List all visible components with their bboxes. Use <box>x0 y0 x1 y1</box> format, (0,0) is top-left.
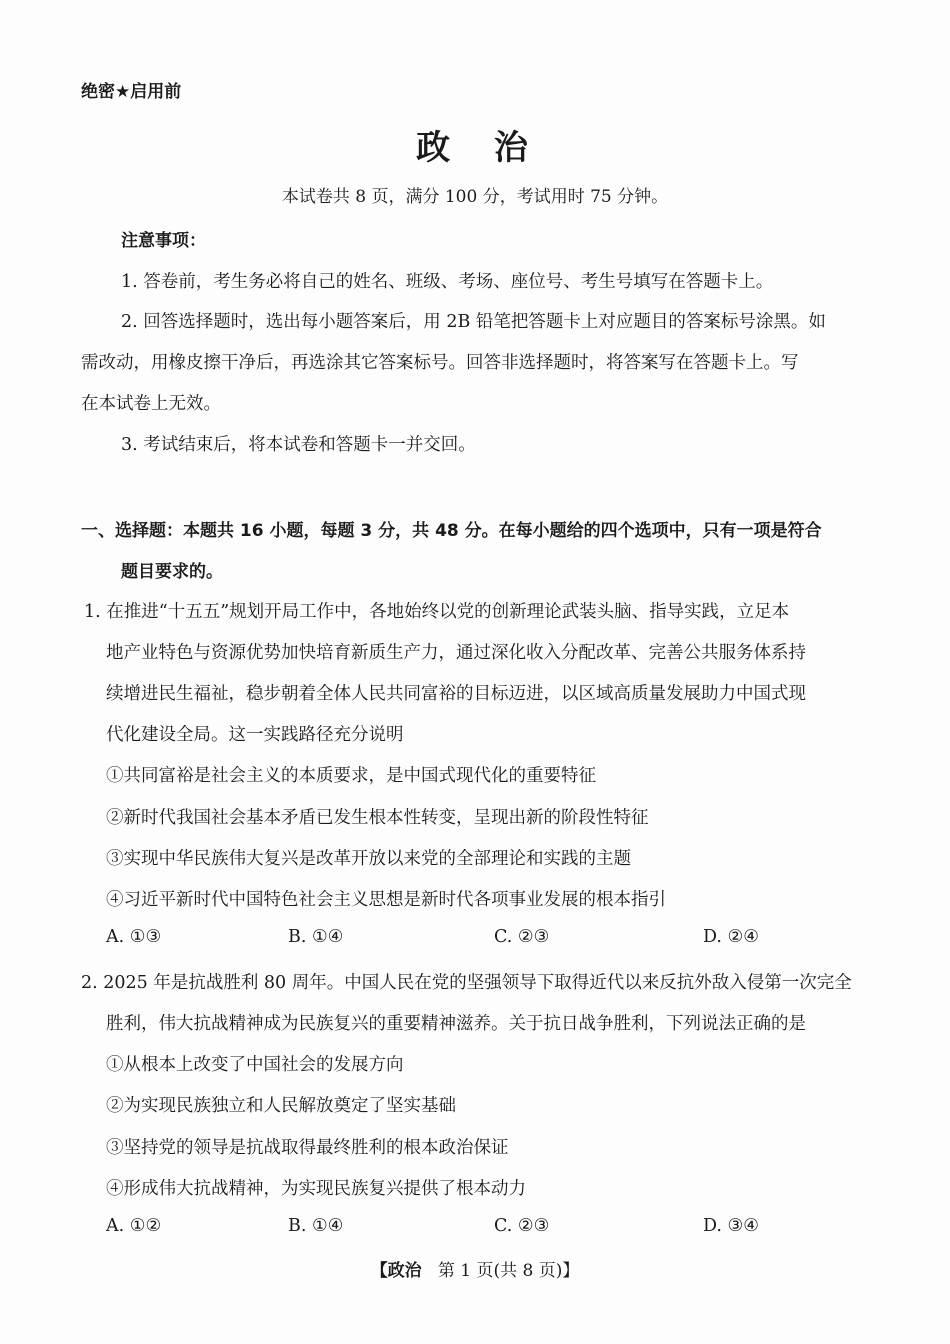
option-d: D. ②④ <box>703 927 759 947</box>
notice-item: 需改动，用橡皮擦干净后，再选涂其它答案标号。回答非选择题时，将答案写在答题卡上。写 <box>81 353 799 373</box>
option-a: A. ①② <box>106 1216 162 1236</box>
question-statement: ③坚持党的领导是抗战取得最终胜利的根本政治保证 <box>106 1138 509 1158</box>
question-statement: ④习近平新时代中国特色社会主义思想是新时代各项事业发展的根本指引 <box>106 890 666 910</box>
notice-item: 1. 答卷前，考生务必将自己的姓名、班级、考场、座位号、考生号填写在答题卡上。 <box>121 272 774 292</box>
option-c: C. ②③ <box>494 927 550 947</box>
question-statement: ④形成伟大抗战精神，为实现民族复兴提供了根本动力 <box>106 1179 526 1199</box>
option-a: A. ①③ <box>106 927 162 947</box>
question-stem: 地产业特色与资源优势加快培育新质生产力，通过深化收入分配改革、完善公共服务体系持 <box>106 643 806 663</box>
notice-item: 2. 回答选择题时，选出每小题答案后，用 2B 铅笔把答题卡上对应题目的答案标号涂黑。如 <box>121 312 826 332</box>
notice-item: 在本试卷上无效。 <box>81 394 221 414</box>
option-d: D. ③④ <box>703 1216 759 1236</box>
confidential-label: 绝密★启用前 <box>81 82 182 102</box>
question-stem: 代化建设全局。这一实践路径充分说明 <box>106 725 404 745</box>
option-b: B. ①④ <box>288 927 344 947</box>
section-heading-cont: 题目要求的。 <box>121 562 223 582</box>
option-b: B. ①④ <box>288 1216 344 1236</box>
question-stem: 胜利，伟大抗战精神成为民族复兴的重要精神滋养。关于抗日战争胜利，下列说法正确的是 <box>106 1014 806 1034</box>
footer-subject: 【政治 <box>370 1261 422 1281</box>
option-c: C. ②③ <box>494 1216 550 1236</box>
question-statement: ②新时代我国社会基本矛盾已发生根本性转变，呈现出新的阶段性特征 <box>106 808 649 828</box>
question-stem: 2. 2025 年是抗战胜利 80 周年。中国人民在党的坚强领导下取得近代以来反抗外敌入侵第一次完全 <box>81 973 852 993</box>
page-title: 政 治 <box>416 128 544 168</box>
question-stem: 1. 在推进“十五五”规划开局工作中，各地始终以党的创新理论武装头脑、指导实践，立足本 <box>84 602 790 622</box>
question-statement: ②为实现民族独立和人民解放奠定了坚实基础 <box>106 1096 456 1116</box>
question-statement: ③实现中华民族伟大复兴是改革开放以来党的全部理论和实践的主题 <box>106 849 631 869</box>
exam-info: 本试卷共 8 页，满分 100 分，考试用时 75 分钟。 <box>281 187 669 207</box>
footer-page-number: 第 1 页(共 8 页)】 <box>437 1261 580 1281</box>
notice-item: 3. 考试结束后，将本试卷和答题卡一并交回。 <box>121 435 476 455</box>
section-heading: 一、选择题：本题共 16 小题，每题 3 分，共 48 分。在每小题给的四个选项中，只有一项是符合 <box>81 521 822 541</box>
question-statement: ①从根本上改变了中国社会的发展方向 <box>106 1055 404 1075</box>
notice-heading: 注意事项： <box>121 231 206 251</box>
question-stem: 续增进民生福祉，稳步朝着全体人民共同富裕的目标迈进，以区域高质量发展助力中国式现 <box>106 684 806 704</box>
page-footer <box>0 1256 950 1281</box>
question-statement: ①共同富裕是社会主义的本质要求，是中国式现代化的重要特征 <box>106 766 596 786</box>
